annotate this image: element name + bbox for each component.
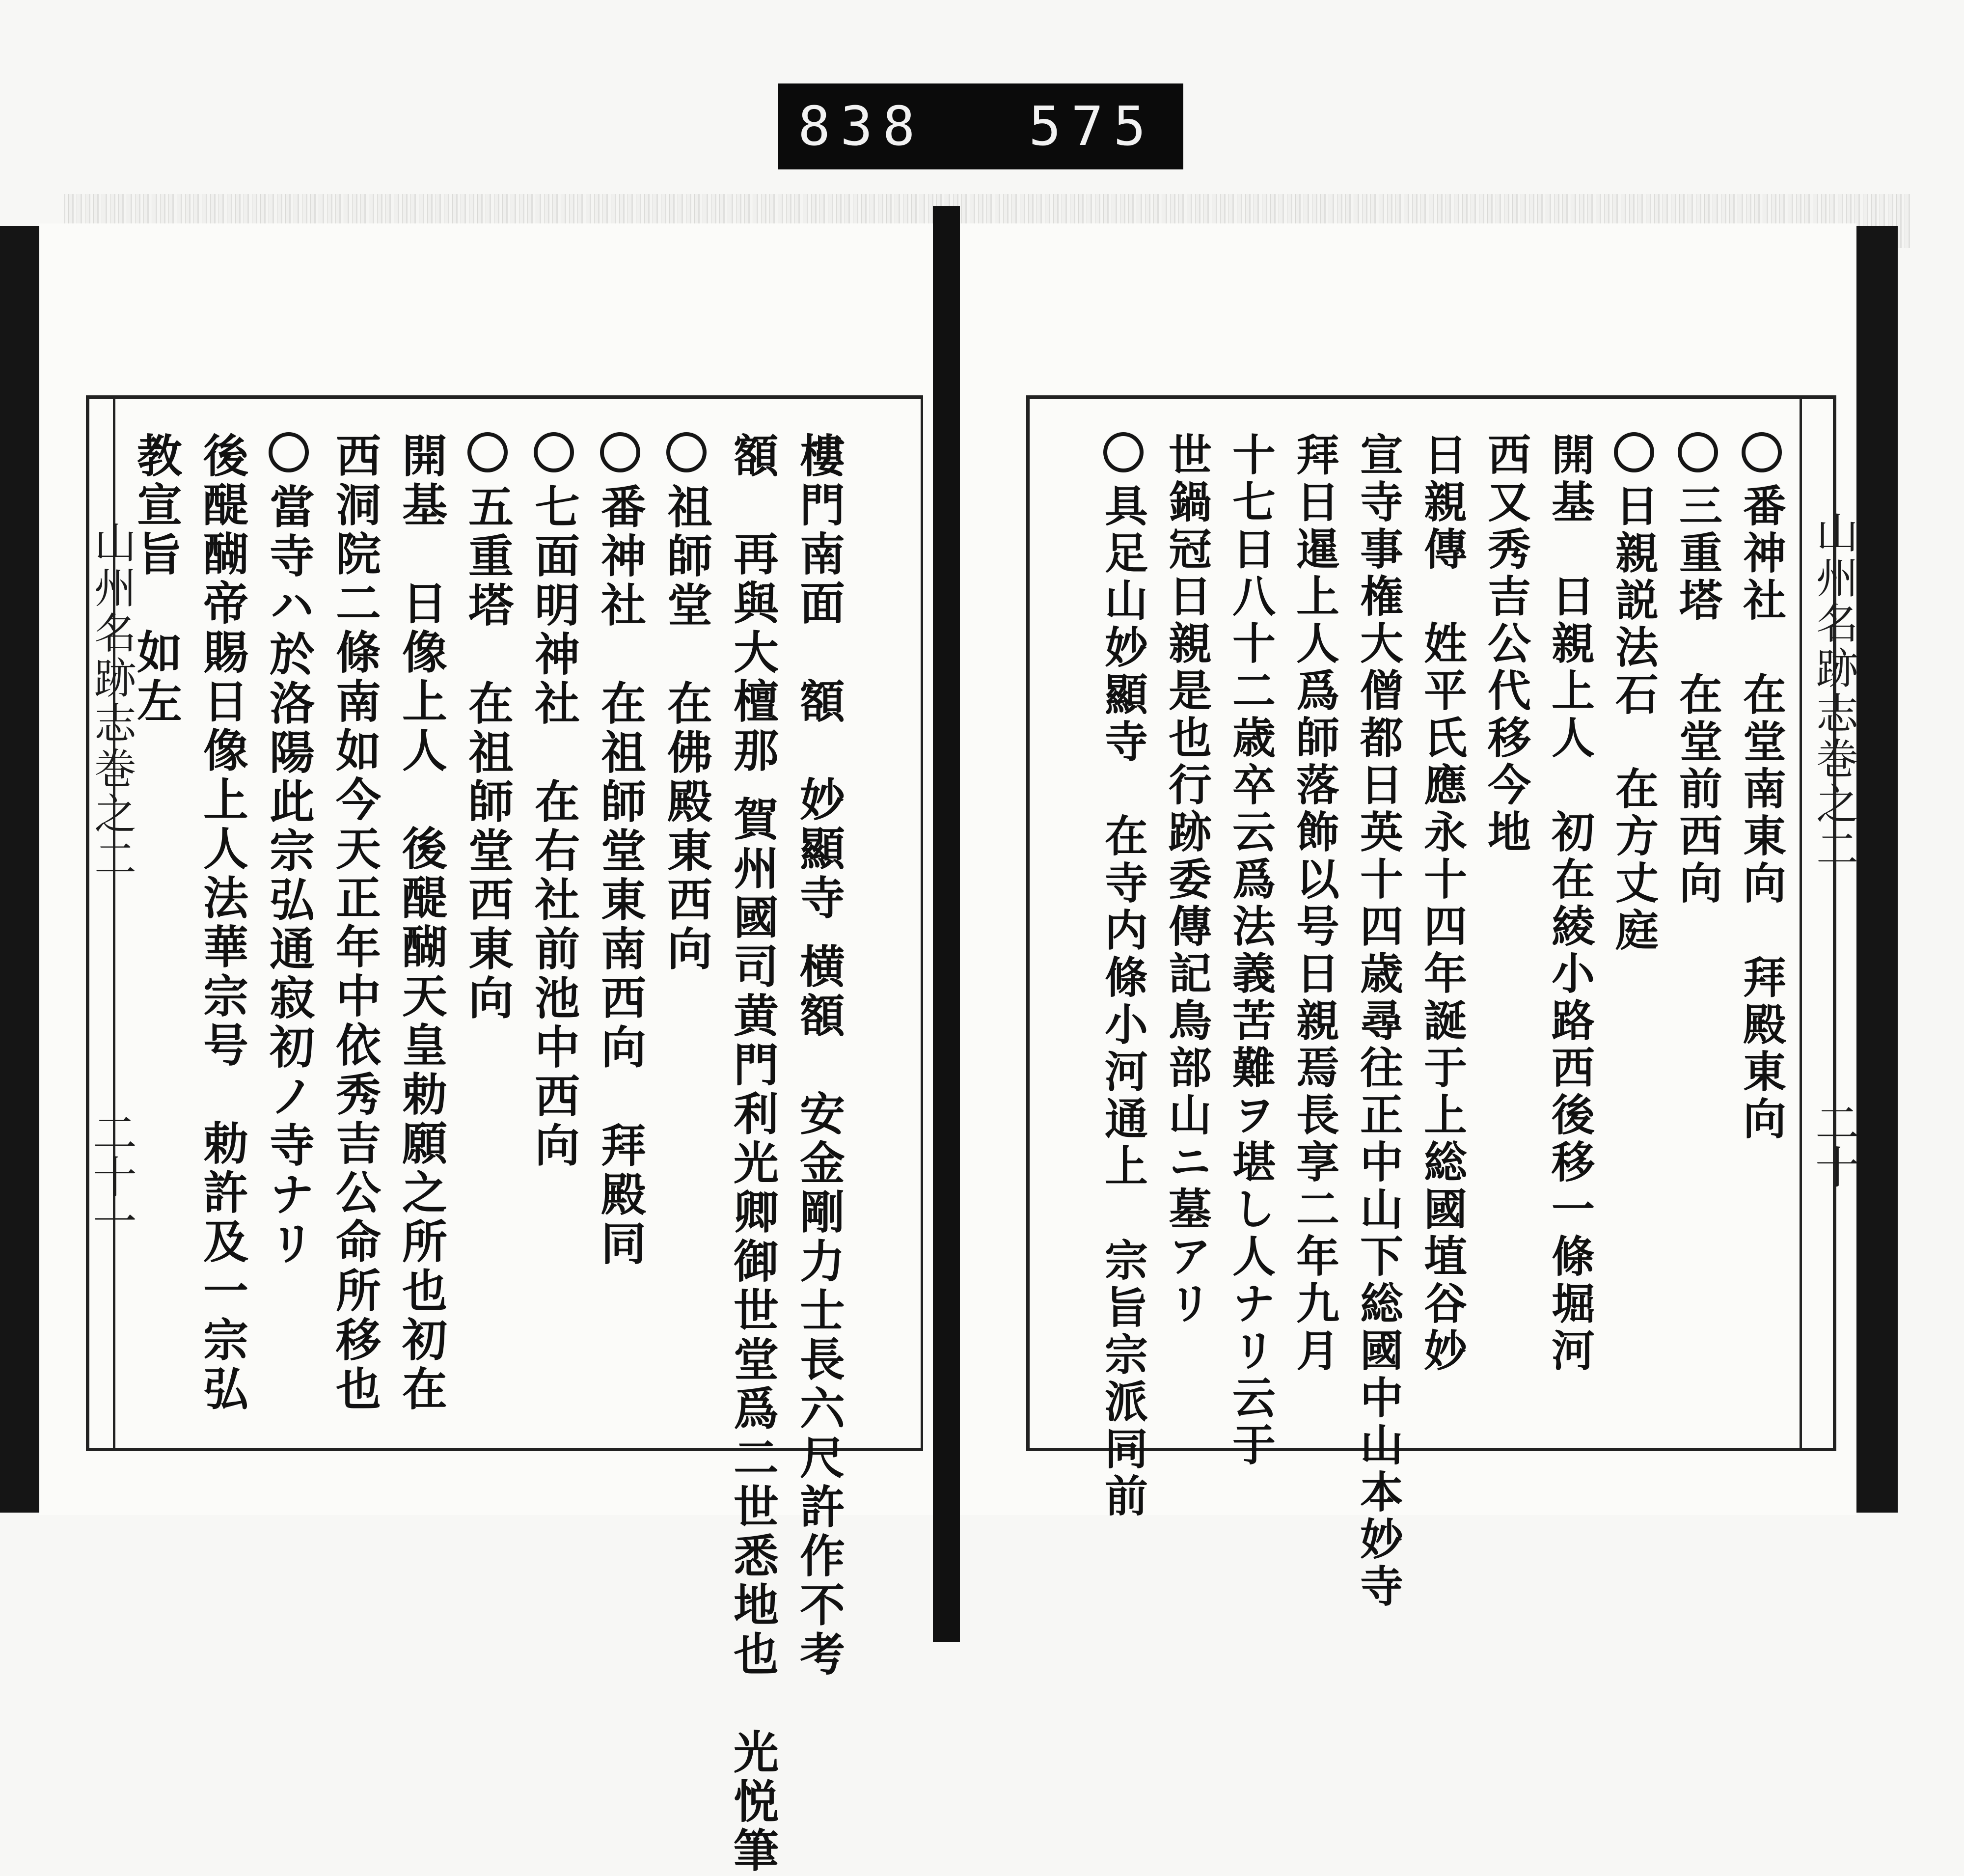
- right-page-column: [1345, 432, 1412, 1611]
- left-page-column: [255, 432, 322, 1269]
- column-text: 開基 日像上人 後醍醐天皇勅願之所也初在: [395, 432, 448, 1414]
- column-text: 後醍醐帝賜日像上人法華宗号 勅許及一宗弘: [196, 432, 249, 1414]
- left-page-column: [189, 432, 255, 1414]
- column-text: 西洞院二條南如今天正年中依秀吉公命所移也: [328, 432, 382, 1414]
- book-gutter: [933, 206, 960, 1642]
- left-page-column: [653, 432, 719, 974]
- entry-circle-marker: [600, 432, 640, 472]
- right-page-column: [1601, 432, 1667, 955]
- entry-circle-marker: [666, 432, 707, 472]
- left-page-column: [322, 432, 388, 1414]
- right-page-column: [1090, 432, 1156, 1520]
- right-page-column: [1473, 432, 1539, 856]
- column-text: 西又秀吉公代移今地: [1481, 432, 1532, 856]
- column-text: 三重塔 在堂前西向: [1672, 483, 1723, 908]
- column-text: 開基 日親上人 初在綾小路西後移一條堀河: [1545, 432, 1596, 1375]
- column-text: 日親説法石 在方丈庭: [1609, 483, 1660, 955]
- right-page-column: [1409, 432, 1475, 1375]
- column-text: 十七日八十二歳卒云爲法義苦難ヲ堪し人ナリ云于: [1226, 432, 1277, 1469]
- column-text: 日親傳 姓平氏應永十四年誕于上総國埴谷妙: [1417, 432, 1468, 1375]
- catalog-number-right: 575: [1029, 95, 1156, 158]
- column-text: 拜日暹上人爲師落飾以号日親焉長享二年九月: [1289, 432, 1340, 1375]
- column-text: 番神社 在祖師堂東南西向 拜殿同: [594, 483, 647, 1269]
- right-page-column: [1218, 432, 1284, 1469]
- column-text: 額 再與大檀那 賀州國司黄門利光卿御世堂爲二世悉地也 光悦筆: [726, 432, 779, 1876]
- catalog-number-label: [778, 83, 1183, 169]
- entry-circle-marker: [1742, 432, 1782, 472]
- left-folio-number: 二十一: [85, 1110, 136, 1242]
- entry-circle-marker: [1103, 432, 1144, 472]
- right-page-column: [1664, 432, 1731, 908]
- column-text: 七面明神社 在右社前池中西向: [527, 483, 580, 1171]
- left-page-column: [123, 432, 189, 727]
- right-page-column: [1537, 432, 1603, 1375]
- entry-circle-marker: [1678, 432, 1718, 472]
- left-page-column: [719, 432, 786, 1876]
- left-page-column: [587, 432, 653, 1269]
- column-text: 宣寺事権大僧都日英十四歳尋往正中山下総國中山本妙寺: [1353, 432, 1404, 1611]
- column-text: 當寺ハ於洛陽此宗弘通寂初ノ寺ナリ: [262, 483, 315, 1269]
- right-page-column: [1282, 432, 1348, 1375]
- column-text: 番神社 在堂南東向 拜殿東向: [1736, 483, 1787, 1143]
- entry-circle-marker: [269, 432, 309, 472]
- left-page-column: [786, 432, 852, 1680]
- catalog-number-left: 838: [798, 95, 925, 158]
- right-folio-number: 二十: [1807, 1100, 1859, 1188]
- column-text: 樓門南面 額 妙顯寺 横額 安金剛力士長六尺許作不考: [792, 432, 846, 1680]
- right-margin-title: 山州名跡志巻之二: [1809, 511, 1858, 872]
- entry-circle-marker: [467, 432, 508, 472]
- left-page-column: [388, 432, 454, 1414]
- column-text: 祖師堂 在佛殿東西向: [660, 483, 713, 974]
- right-page-column: [1728, 432, 1795, 1143]
- left-margin-title: 山州名跡志巻之二: [87, 521, 136, 882]
- entry-circle-marker: [534, 432, 574, 472]
- column-text: 五重塔 在祖師堂西東向: [461, 483, 514, 1023]
- column-text: 具足山妙顯寺 在寺内條小河通上 宗旨宗派同前: [1098, 483, 1149, 1520]
- entry-circle-marker: [1614, 432, 1654, 472]
- right-page-column: [1154, 432, 1220, 1328]
- left-page-column: [454, 432, 520, 1023]
- left-page-column: [520, 432, 587, 1171]
- column-text: 教宣旨 如左: [130, 432, 183, 727]
- column-text: 世鍋冠日親是也行跡委傳記鳥部山ニ墓アリ: [1162, 432, 1213, 1328]
